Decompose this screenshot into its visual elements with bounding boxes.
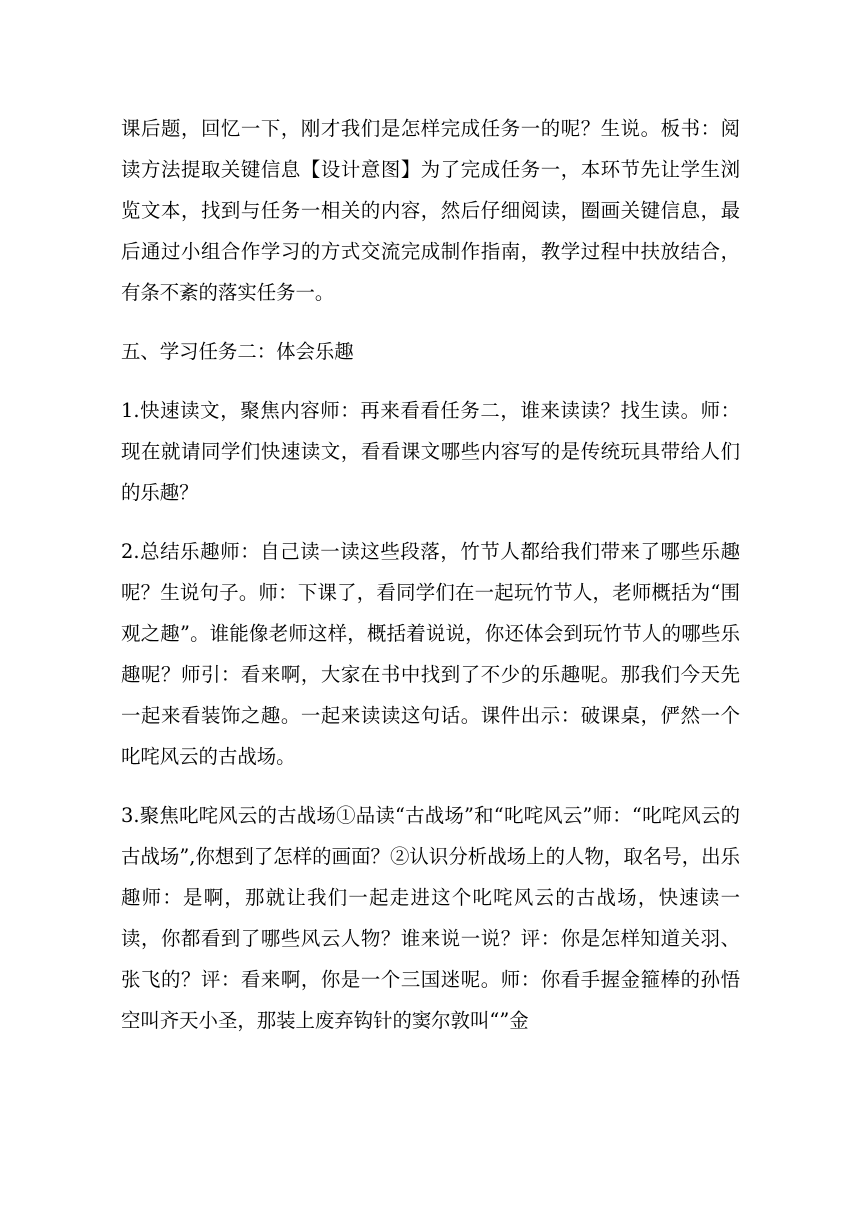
paragraph-fast-reading: 1.快速读文，聚焦内容师：再来看看任务二，谁来读读？找生读。师：现在就请同学们快速读文，看看课文哪些内容写的是传统玩具带给人们的乐趣？ (121, 399, 740, 504)
document-page (121, 108, 740, 1059)
paragraph-ancient-battlefield: 3.聚焦叱咤风云的古战场①品读“古战场”和“叱咤风云”师：“叱咤风云的古战场”,你想到了怎样的画面？②认识分析战场上的人物，取名号，出乐趣师：是啊，那就让我们一起走进这个叱咤风云的古战场，快速读一读，你都看到了哪些风云人物？谁来说一说？评：你是怎样知道关羽、张飞的？评：看来啊，你是一个三国迷呢。师：你看手握金箍棒的孙悟空叫齐天小圣，那装上废弃钩针的窦尔敦叫“”金 (121, 804, 740, 1032)
paragraph-summarize-fun: 2.总结乐趣师：自己读一读这些段落，竹节人都给我们带来了哪些乐趣呢？生说句子。师：下课了，看同学们在一起玩竹节人，老师概括为“围观之趣”。谁能像老师这样，概括着说说，你还体会到玩竹节人的哪些乐趣呢？师引：看来啊，大家在书中找到了不少的乐趣呢。那我们今天先一起来看装饰之趣。一起来读读这句话。课件出示：破课桌，俨然一个叱咤风云的古战场。 (121, 540, 740, 768)
section-heading-task-two: 五、学习任务二：体会乐趣 (121, 340, 354, 363)
paragraph-design-intent: 课后题，回忆一下，刚才我们是怎样完成任务一的呢？生说。板书：阅读方法提取关键信息【设计意图】为了完成任务一，本环节先让学生浏览文本，找到与任务一相关的内容，然后仔细阅读，圈画关键信息，最后通过小组合作学习的方式交流完成制作指南，教学过程中扶放结合，有条不紊的落实任务一。 (121, 117, 740, 304)
